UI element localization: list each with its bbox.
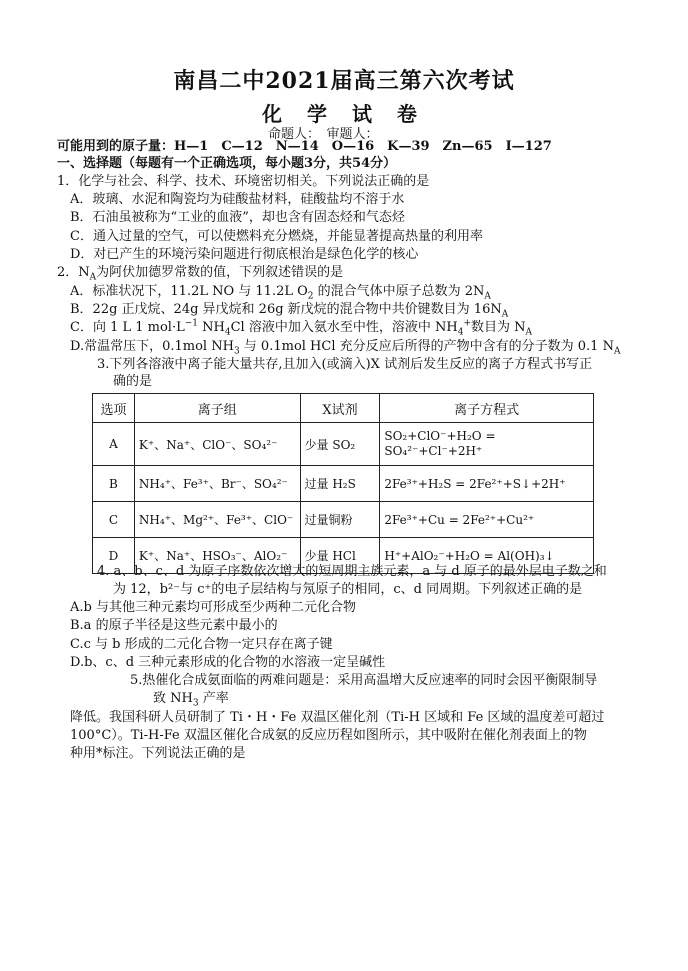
row-reagent: 过量 H₂S [300, 466, 380, 502]
row-reagent: 过量铜粉 [300, 502, 380, 538]
row-ions: K⁺、Na⁺、ClO⁻、SO₄²⁻ [134, 423, 300, 466]
q5-stem-line4: 100°C）。Ti-H-Fe 双温区催化合成氨的反应历程如图所示，其中吸附在催化剂表面上的物 [70, 728, 587, 743]
header-equation: 离子方程式 [380, 394, 594, 423]
ion-table-header [93, 394, 594, 423]
row-equation: SO₂+ClO⁻+H₂O = SO₄²⁻+Cl⁻+2H⁺ [380, 423, 594, 466]
header-option: 选项 [93, 394, 135, 423]
q5-stem-line5: 种用*标注。下列说法正确的是 [70, 746, 246, 761]
authors-line: 命题人： 审题人： [268, 127, 379, 142]
row-reagent: 少量 HCl [300, 538, 380, 574]
q2-option-b: B．22g 正戊烷、24g 异戊烷和 26g 新戊烷的混合物中共价键数目为 $16N_A$ [70, 302, 509, 320]
table-row [93, 502, 594, 538]
exam-title: 南昌二中2021届高三第六次考试 [173, 68, 515, 94]
q3-stem-line2: 确的是 [113, 374, 153, 389]
header-reagent: X试剂 [300, 394, 380, 423]
q4-option-c: C.c 与 b 形成的二元化合物一定只存在离子键 [70, 637, 333, 652]
q4-stem-line1: 4. a、b、c、d 为原子序数依次增大的短周期主族元素，a 与 d 原子的最外层电子数之和 [97, 564, 607, 579]
table-row [93, 423, 594, 466]
q1-option-d: D．对已产生的环境污染问题进行彻底根治是绿色化学的核心 [70, 247, 419, 262]
q2-stem: 2．$N_A$为阿伏加德罗常数的值，下列叙述错误的是 [57, 265, 344, 283]
exam-subtitle: 化 学 试 卷 [262, 102, 426, 126]
q2-option-c: C．向 1 L 1 $mol\cdot L^{-1}$ $NH_4Cl$ 溶液中加入氨水至中性，溶液中 $NH_4^+$数目为 $N_A$ [70, 318, 532, 338]
row-equation: H⁺+AlO₂⁻+H₂O = Al(OH)₃↓ [380, 538, 594, 574]
row-option: D [93, 538, 135, 574]
q1-option-c: C．通入过量的空气，可以使燃料充分燃烧，并能显著提高热量的利用率 [70, 229, 483, 244]
row-ions: NH₄⁺、Mg²⁺、Fe³⁺、ClO⁻ [134, 502, 300, 538]
q1-option-a: A．玻璃、水泥和陶瓷均为硅酸盐材料，硅酸盐均不溶于水 [70, 192, 405, 207]
row-equation: 2Fe³⁺+H₂S = 2Fe²⁺+S↓+2H⁺ [380, 466, 594, 502]
row-option: C [93, 502, 135, 538]
q5-stem-line1: 5.热催化合成氨面临的两难问题是：采用高温增大反应速率的同时会因平衡限制导 [130, 673, 598, 688]
q4-option-a: A.b 与其他三种元素均可形成至少两种二元化合物 [70, 600, 356, 615]
row-ions: K⁺、Na⁺、HSO₃⁻、AlO₂⁻ [134, 538, 300, 574]
q3-stem-line1: 3.下列各溶液中离子能大量共存,且加入(或滴入)X 试剂后发生反应的离子方程式书写正 [97, 357, 593, 372]
ion-table [92, 393, 594, 574]
row-option: B [93, 466, 135, 502]
row-ions: NH₄⁺、Fe³⁺、Br⁻、SO₄²⁻ [134, 466, 300, 502]
row-equation: 2Fe³⁺+Cu = 2Fe²⁺+Cu²⁺ [380, 502, 594, 538]
q1-option-b: B．石油虽被称为“工业的血液”，却也含有固态烃和气态烃 [70, 210, 405, 225]
q2-option-a: A．标准状况下，11.2L NO 与 11.2L $O_2$ 的混合气体中原子总数为 $2N_A$ [70, 284, 491, 302]
q5-stem-line3: 降低。我国科研人员研制了 Ti・H・Fe 双温区催化剂（Ti-H 区域和 Fe 区域的温度差可超过 [70, 710, 605, 725]
atomic-masses: 可能用到的原子量：H—1 C—12 N—14 O—16 K—39 Zn—65 I—127 [57, 139, 552, 154]
q4-option-d: D.b、c、d 三种元素形成的化合物的水溶液一定呈碱性 [70, 655, 386, 670]
table-row [93, 466, 594, 502]
q4-stem-line2: 为 12，b²⁻与 c⁺的电子层结构与氖原子的相同，c、d 同周期。下列叙述正确的是 [113, 582, 583, 597]
q4-option-b: B.a 的原子半径是这些元素中最小的 [70, 618, 278, 633]
row-option: A [93, 423, 135, 466]
row-reagent: 少量 SO₂ [300, 423, 380, 466]
q5-stem-line2: 致 $NH_3$ 产率 [153, 691, 229, 709]
q1-stem: 1．化学与社会、科学、技术、环境密切相关。下列说法正确的是 [57, 174, 430, 189]
header-ion-group: 离子组 [134, 394, 300, 423]
q2-option-d: D.常温常压下，0.1mol $NH_3$ 与 0.1mol HCl 充分反应后所得的产物中含有的分子数为 0.1 $N_A$ [70, 339, 621, 357]
section1-heading: 一、选择题（每题有一个正确选项，每小题3分，共54分） [57, 156, 397, 171]
